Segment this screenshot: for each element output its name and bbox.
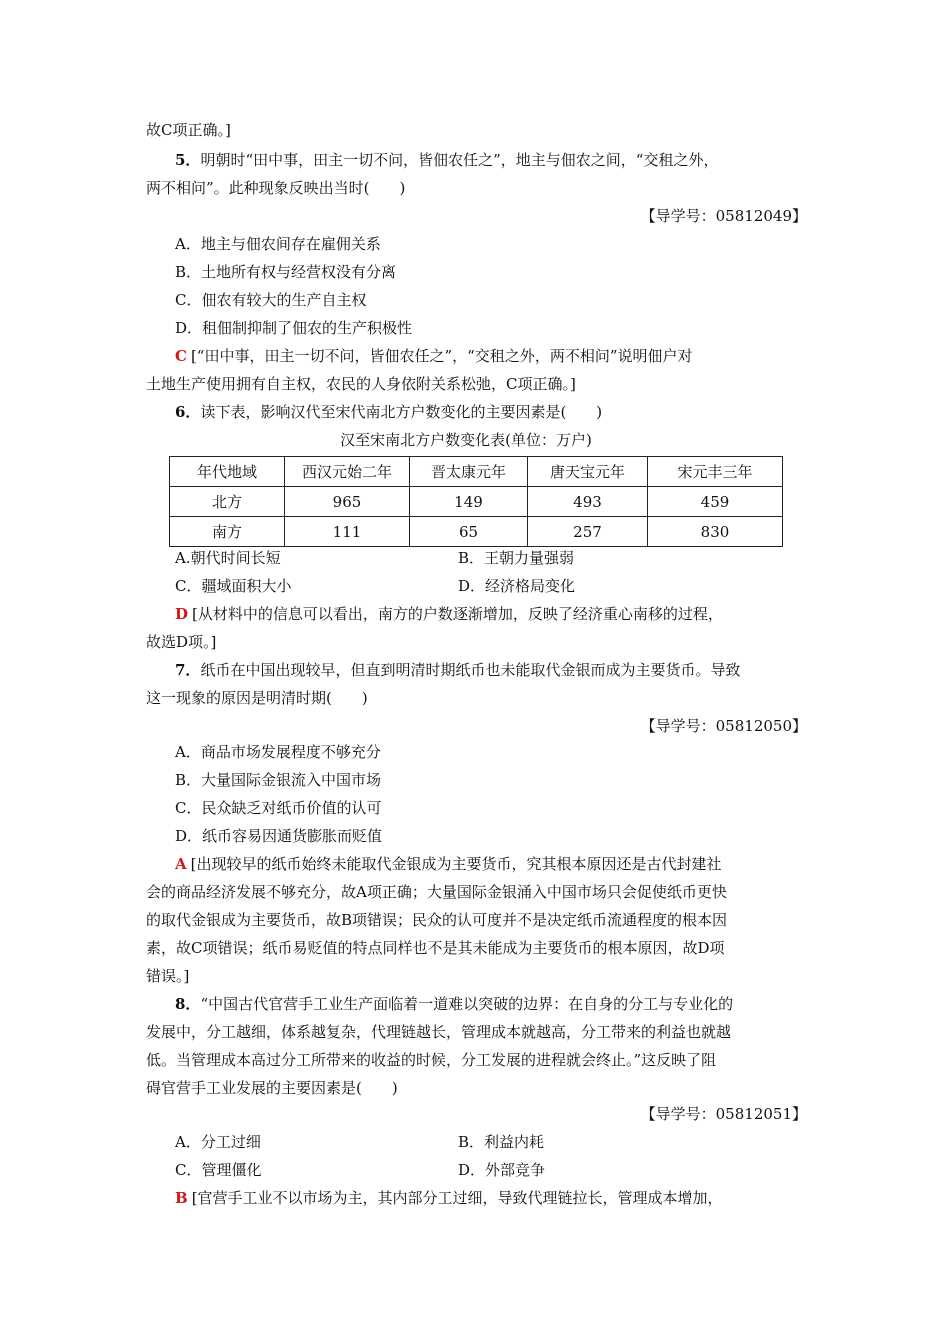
table-caption: 汉至宋南北方户数变化表(单位：万户) (340, 431, 592, 449)
question-5-stem: 5．明朝时“田中事，田主一切不问，皆佃农任之”，地主与佃农之间，“交租之外， (175, 151, 719, 169)
guide-number: 【导学号：05812051】 (640, 1105, 807, 1123)
table-cell: 南方 (170, 517, 285, 547)
question-8-stem-cont: 发展中，分工越细，体系越复杂，代理链越长，管理成本就越高，分工带来的利益也就越 (146, 1023, 732, 1041)
table-header-cell: 年代地域 (170, 457, 285, 487)
table-cell: 北方 (170, 487, 285, 517)
question-5-stem-cont: 两不相问”。此种现象反映出当时( ) (146, 179, 406, 197)
table-cell: 149 (410, 487, 528, 517)
option-a: A．商品市场发展程度不够充分 (175, 743, 381, 761)
table-row (170, 517, 783, 547)
answer-explanation-cont: 的取代金银成为主要货币，故B项错误；民众的认可度并不是决定纸币流通程度的根本因 (146, 911, 728, 929)
answer-letter: D (175, 605, 189, 623)
option-b: B．大量国际金银流入中国市场 (175, 771, 382, 789)
question-6-stem: 6．读下表，影响汉代至宋代南北方户数变化的主要因素是( ) (175, 403, 603, 421)
answer-explanation-cont: 故选D项。] (146, 633, 217, 651)
table-row (170, 487, 783, 517)
option-a: A．分工过细 (175, 1133, 261, 1151)
table-cell: 111 (285, 517, 410, 547)
answer-explanation: B [官营手工业不以市场为主，其内部分工过细，导致代理链拉长，管理成本增加， (175, 1189, 723, 1207)
option-b: B．利益内耗 (458, 1133, 545, 1151)
option-b: B．王朝力量强弱 (458, 549, 575, 567)
table-cell: 830 (648, 517, 783, 547)
answer-explanation-cont: 错误。] (146, 967, 190, 985)
option-d: D．外部竞争 (458, 1161, 546, 1179)
answer-explanation: A [出现较早的纸币始终未能取代金银成为主要货币，究其根本原因还是古代封建社 (175, 855, 722, 873)
option-a: A．地主与佃农间存在雇佣关系 (175, 235, 381, 253)
household-table (169, 456, 783, 547)
question-number: 7． (175, 661, 201, 679)
option-b: B．土地所有权与经营权没有分离 (175, 263, 397, 281)
answer-explanation: C [“田中事，田主一切不问，皆佃农任之”，“交租之外，两不相问”说明佃户对 (175, 347, 693, 365)
guide-number: 【导学号：05812049】 (640, 207, 807, 225)
answer-explanation-cont: 会的商品经济发展不够充分，故A项正确；大量国际金银涌入中国市场只会促使纸币更快 (146, 883, 727, 901)
question-number: 6． (175, 403, 201, 421)
table-cell: 257 (528, 517, 648, 547)
table-header-cell: 唐天宝元年 (528, 457, 648, 487)
answer-explanation-cont: 素，故C项错误；纸币易贬值的特点同样也不是其未能成为主要货币的根本原因，故D项 (146, 939, 725, 957)
prev-answer-tail: 故C项正确。] (146, 121, 231, 139)
option-d: D．纸币容易因通货膨胀而贬值 (175, 827, 383, 845)
table-cell: 459 (648, 487, 783, 517)
option-a: A.朝代时间长短 (175, 549, 281, 567)
answer-letter: B (175, 1189, 188, 1207)
question-number: 8． (175, 995, 201, 1013)
option-d: D．经济格局变化 (458, 577, 576, 595)
answer-explanation-cont: 土地生产使用拥有自主权，农民的人身依附关系松弛，C项正确。] (146, 375, 576, 393)
table-cell: 965 (285, 487, 410, 517)
table-header-cell: 宋元丰三年 (648, 457, 783, 487)
answer-letter: C (175, 347, 187, 365)
question-8-stem: 8．“中国古代官营手工业生产面临着一道难以突破的边界：在自身的分工与专业化的 (175, 995, 734, 1013)
option-d: D．租佃制抑制了佃农的生产积极性 (175, 319, 413, 337)
table-cell: 65 (410, 517, 528, 547)
option-c: C．民众缺乏对纸币价值的认可 (175, 799, 382, 817)
question-8-stem-cont: 低。当管理成本高过分工所带来的收益的时候，分工发展的进程就会终止。”这反映了阻 (146, 1051, 717, 1069)
table-header-cell: 西汉元始二年 (285, 457, 410, 487)
question-8-stem-cont: 碍官营手工业发展的主要因素是( ) (146, 1079, 398, 1097)
option-c: C．管理僵化 (175, 1161, 262, 1179)
question-7-stem: 7．纸币在中国出现较早，但直到明清时期纸币也未能取代金银而成为主要货币。导致 (175, 661, 741, 679)
guide-number: 【导学号：05812050】 (640, 717, 807, 735)
answer-explanation: D [从材料中的信息可以看出，南方的户数逐渐增加，反映了经济重心南移的过程， (175, 605, 723, 623)
option-c: C．疆域面积大小 (175, 577, 292, 595)
option-c: C．佃农有较大的生产自主权 (175, 291, 367, 309)
answer-letter: A (175, 855, 187, 873)
question-number: 5． (175, 151, 201, 169)
table-header-row (170, 457, 783, 487)
table-header-cell: 晋太康元年 (410, 457, 528, 487)
question-7-stem-cont: 这一现象的原因是明清时期( ) (146, 689, 368, 707)
table-cell: 493 (528, 487, 648, 517)
